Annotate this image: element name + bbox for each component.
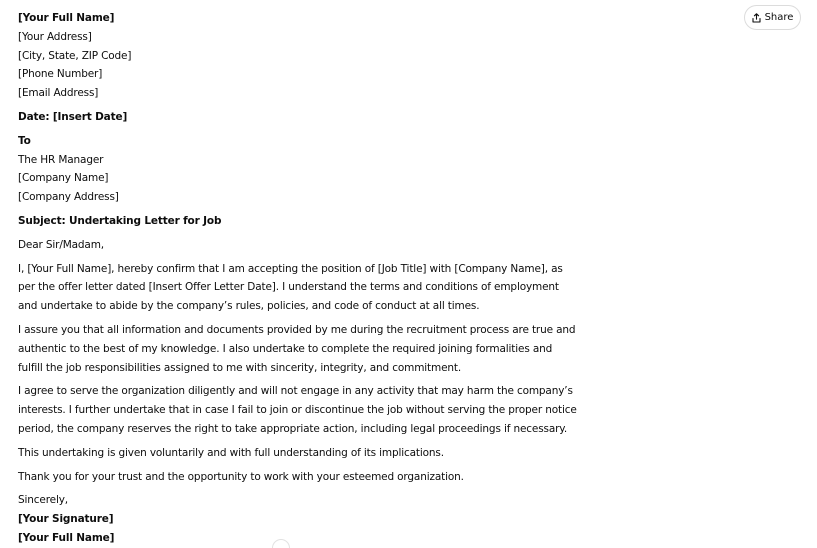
recipient-company-address: [Company Address] [18,191,119,204]
letter-document [18,9,577,548]
body-paragraph [18,468,538,487]
paragraph-line: per the offer letter dated [Insert Offer Letter Date]. I understand the terms and conditions of employment [18,281,559,294]
to-label: To [18,134,31,147]
paragraph-line: fulfill the job responsibilities assigned to me with sincerity, integrity, and commitment. [18,361,462,374]
letter-subject: Subject: Undertaking Letter for Job [18,214,222,227]
body-paragraph [18,321,576,377]
body-paragraph [18,444,538,463]
body-paragraph [18,382,577,438]
recipient-company-name: [Company Name] [18,172,109,185]
share-icon [752,13,761,23]
sender-phone: [Phone Number] [18,68,103,81]
sender-address: [Your Address] [18,30,92,43]
salutation: Dear Sir/Madam, [18,238,104,251]
letter-date: Date: [Insert Date] [18,110,128,123]
paragraph-line: Thank you for your trust and the opportunity to work with your esteemed organization. [18,470,464,483]
closing: Sincerely, [18,494,68,507]
signature-name: [Your Full Name] [18,531,115,544]
paragraph-line: and undertake to abide by the company’s rules, policies, and code of conduct at all times. [18,300,480,313]
sender-block [18,9,538,103]
signature-placeholder: [Your Signature] [18,513,114,526]
paragraph-line: authentic to the best of my knowledge. I also undertake to complete the required joining formalities and [18,342,553,355]
paragraph-line: interests. I further undertake that in case I fail to join or discontinue the job without serving the proper notice [18,404,577,417]
recipient-block [18,132,538,207]
paragraph-line: I assure you that all information and documents provided by me during the recruitment process are true and [18,323,576,336]
body-paragraph [18,260,563,316]
paragraph-line: period, the company reserves the right to take appropriate action, including legal proceedings if necessary. [18,422,568,435]
paragraph-line: I agree to serve the organization diligently and will not engage in any activity that may harm the company’s [18,385,573,398]
paragraph-line: This undertaking is given voluntarily and with full understanding of its implications. [18,446,444,459]
recipient-title: The HR Manager [18,153,104,166]
sender-email: [Email Address] [18,87,99,100]
paragraph-line: I, [Your Full Name], hereby confirm that I am accepting the position of [Job Title] with [Company Name], as [18,262,563,275]
share-label: Share [764,12,794,23]
sender-name: [Your Full Name] [18,12,115,24]
share-button[interactable] [744,5,801,30]
sender-city-state-zip: [City, State, ZIP Code] [18,49,132,62]
